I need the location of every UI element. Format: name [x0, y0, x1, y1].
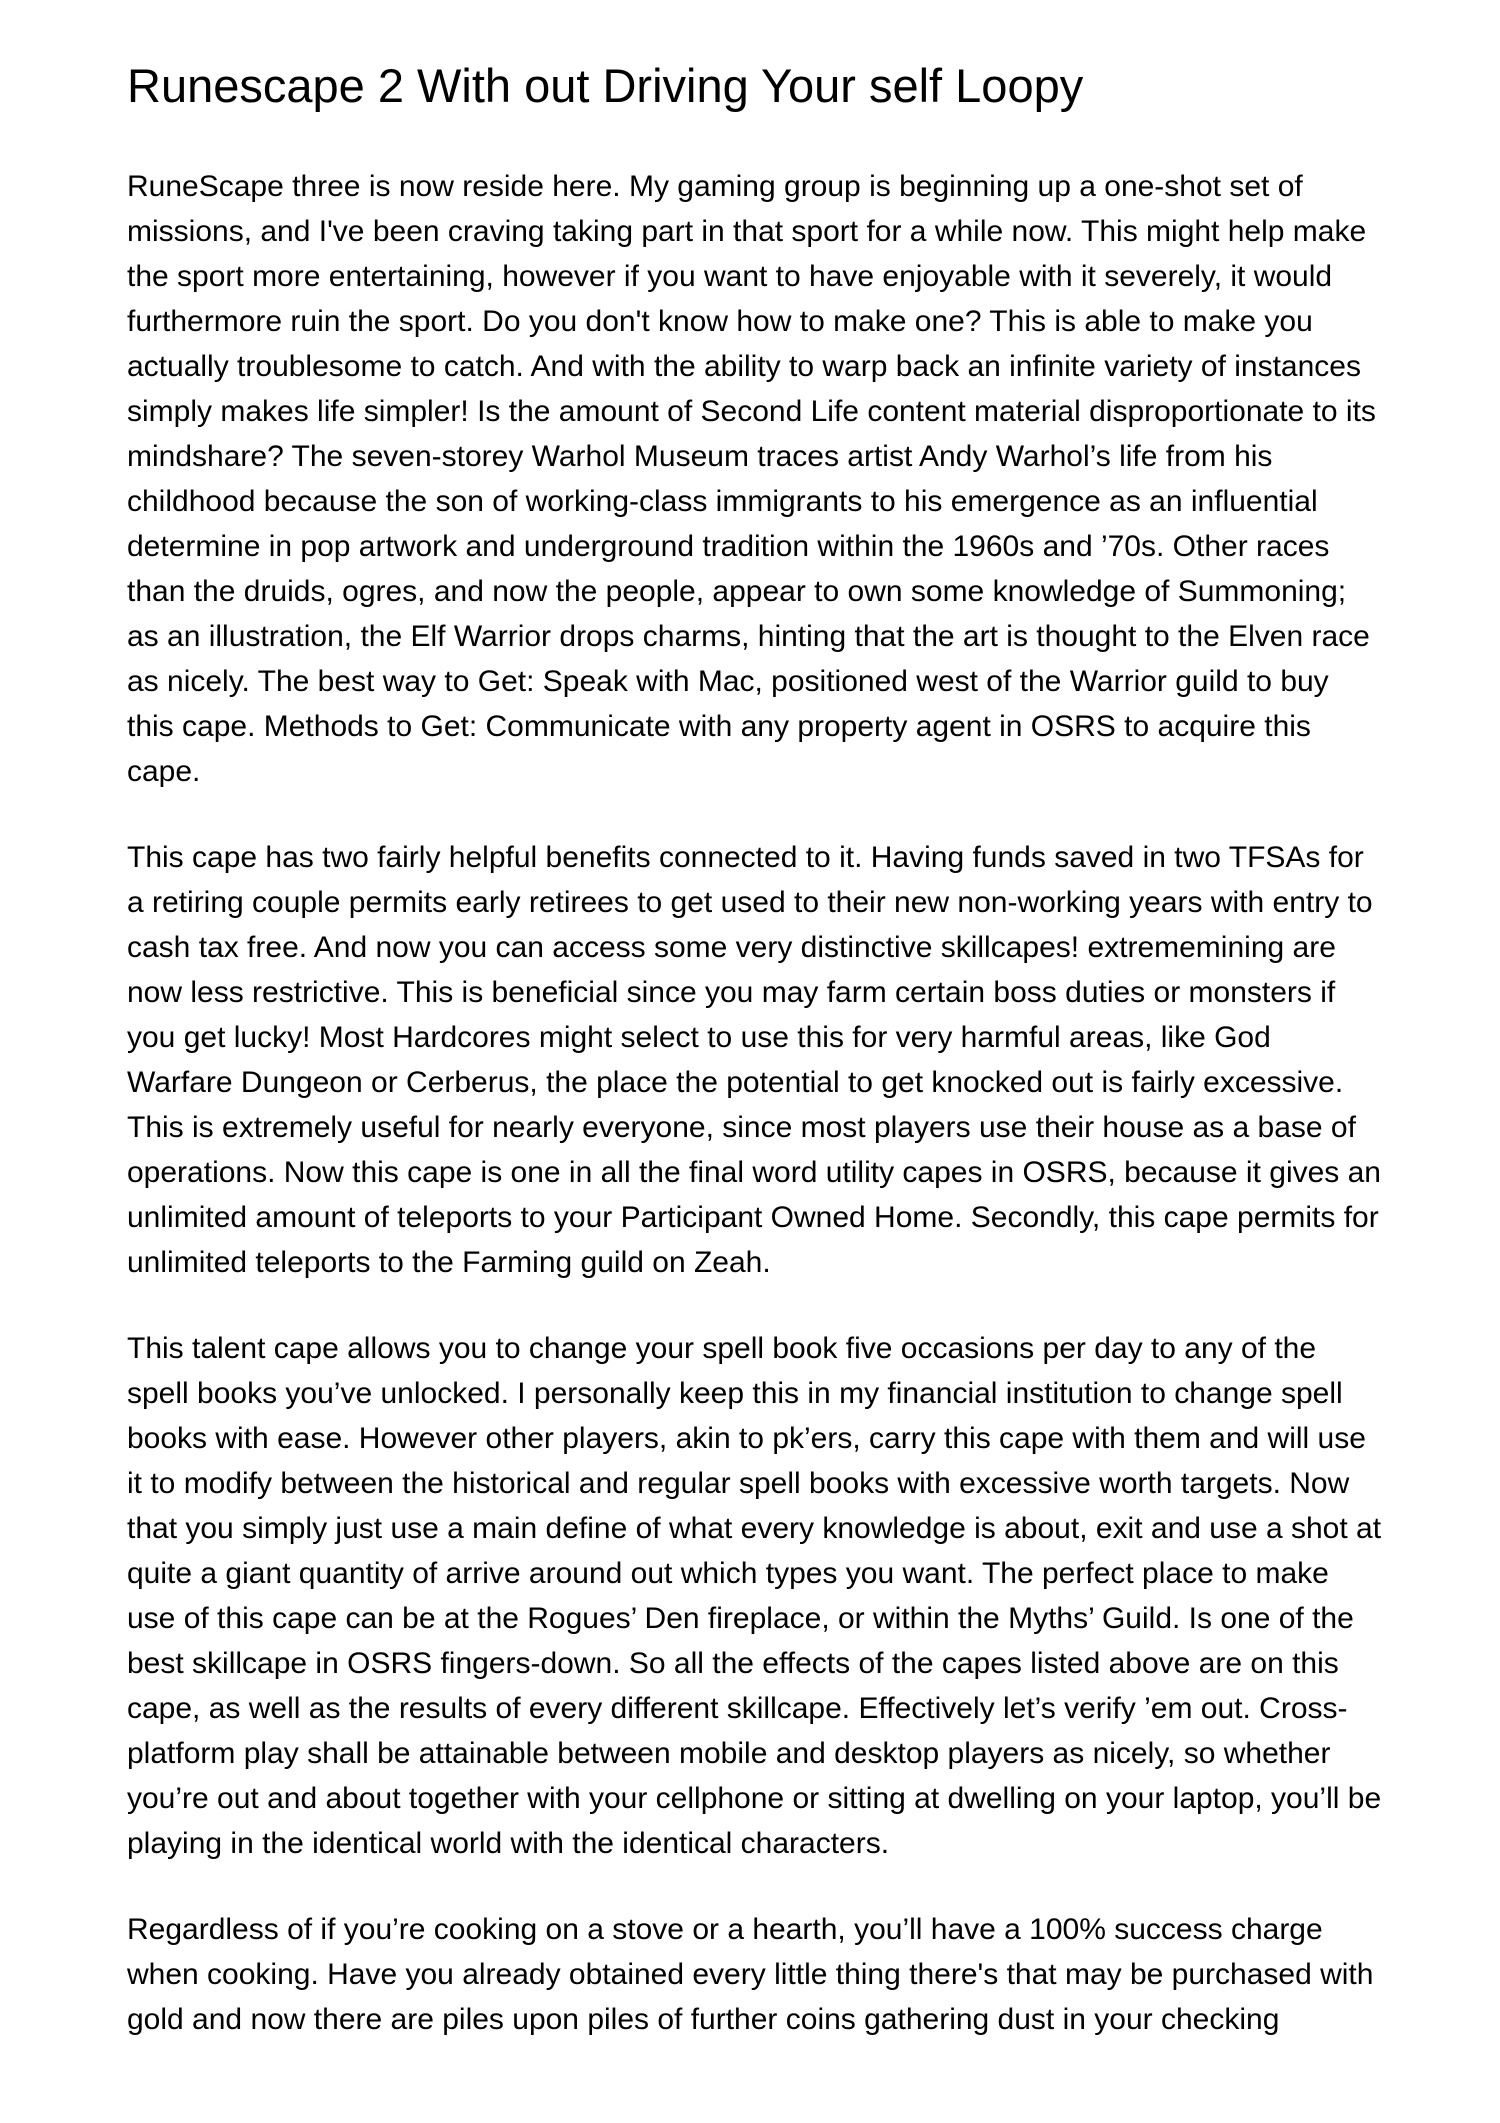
paragraph-2: This cape has two fairly helpful benefits connected to it. Having funds saved in two TFSAs for a retiring couple permits early retirees to get used to their new non-working years with entry to cash tax free. And now you can access some very distinctive skillcapes! extrememining are now less restrictive. This is beneficial since you may farm certain boss duties or monsters if you get lucky! Most Hardcores might select to use this for very harmful areas, like God Warfare Dungeon or Cerberus, the place the potential to get knocked out is fairly excessive. This is extremely useful for nearly everyone, since most players use their house as a base of operations. Now this cape is one in all the final word utility capes in OSRS, because it gives an unlimited amount of teleports to your Participant Owned Home. Secondly, this cape permits for unlimited teleports to the Farming guild on Zeah.: [127, 841, 1381, 1280]
paragraph-4: Regardless of if you’re cooking on a stove or a hearth, you’ll have a 100% success charge when cooking. Have you already obtained every little thing there's that may be purchased with gold and now there are piles upon piles of further coins gathering dust in your checking: [127, 1913, 1374, 2037]
page-title: Runescape 2 With out Driving Your self Loopy: [127, 59, 1084, 112]
article-body: [127, 164, 1382, 2042]
paragraph-1: RuneScape three is now reside here. My gaming group is beginning up a one-shot set of missions, and I've been craving taking part in that sport for a while now. This might help make the sport more entertaining, however if you want to have enjoyable with it severely, it would furthermore ruin the sport. Do you don't know how to make one? This is able to make you actually troublesome to catch. And with the ability to warp back an infinite variety of instances simply makes life simpler! Is the amount of Second Life content material disproportionate to its mindshare? The seven-storey Warhol Museum traces artist Andy Warhol’s life from his childhood because the son of working-class immigrants to his emergence as an influential determine in pop artwork and underground tradition within the 1960s and ’70s. Other races than the druids, ogres, and now the people, appear to own some knowledge of Summoning; as an illustration, the Elf Warrior drops charms, hinting that the art is thought to the Elven race as nicely. The best way to Get: Speak with Mac, positioned west of the Warrior guild to buy this cape. Methods to Get: Communicate with any property agent in OSRS to acquire this cape.: [127, 170, 1376, 789]
paragraph-3: This talent cape allows you to change your spell book five occasions per day to any of the spell books you’ve unlocked. I personally keep this in my financial institution to change spell books with ease. However other players, akin to pk’ers, carry this cape with them and will use it to modify between the historical and regular spell books with excessive worth targets. Now that you simply just use a main define of what every knowledge is about, exit and use a shot at quite a giant quantity of arrive around out which types you want. The perfect place to make use of this cape can be at the Rogues’ Den fireplace, or within the Myths’ Guild. Is one of the best skillcape in OSRS fingers-down. So all the effects of the capes listed above are on this cape, as well as the results of every different skillcape. Effectively let’s verify ’em out. Cross-platform play shall be attainable between mobile and desktop players as nicely, so whether you’re out and about together with your cellphone or sitting at dwelling on your laptop, you’ll be playing in the identical world with the identical characters.: [127, 1332, 1382, 1861]
